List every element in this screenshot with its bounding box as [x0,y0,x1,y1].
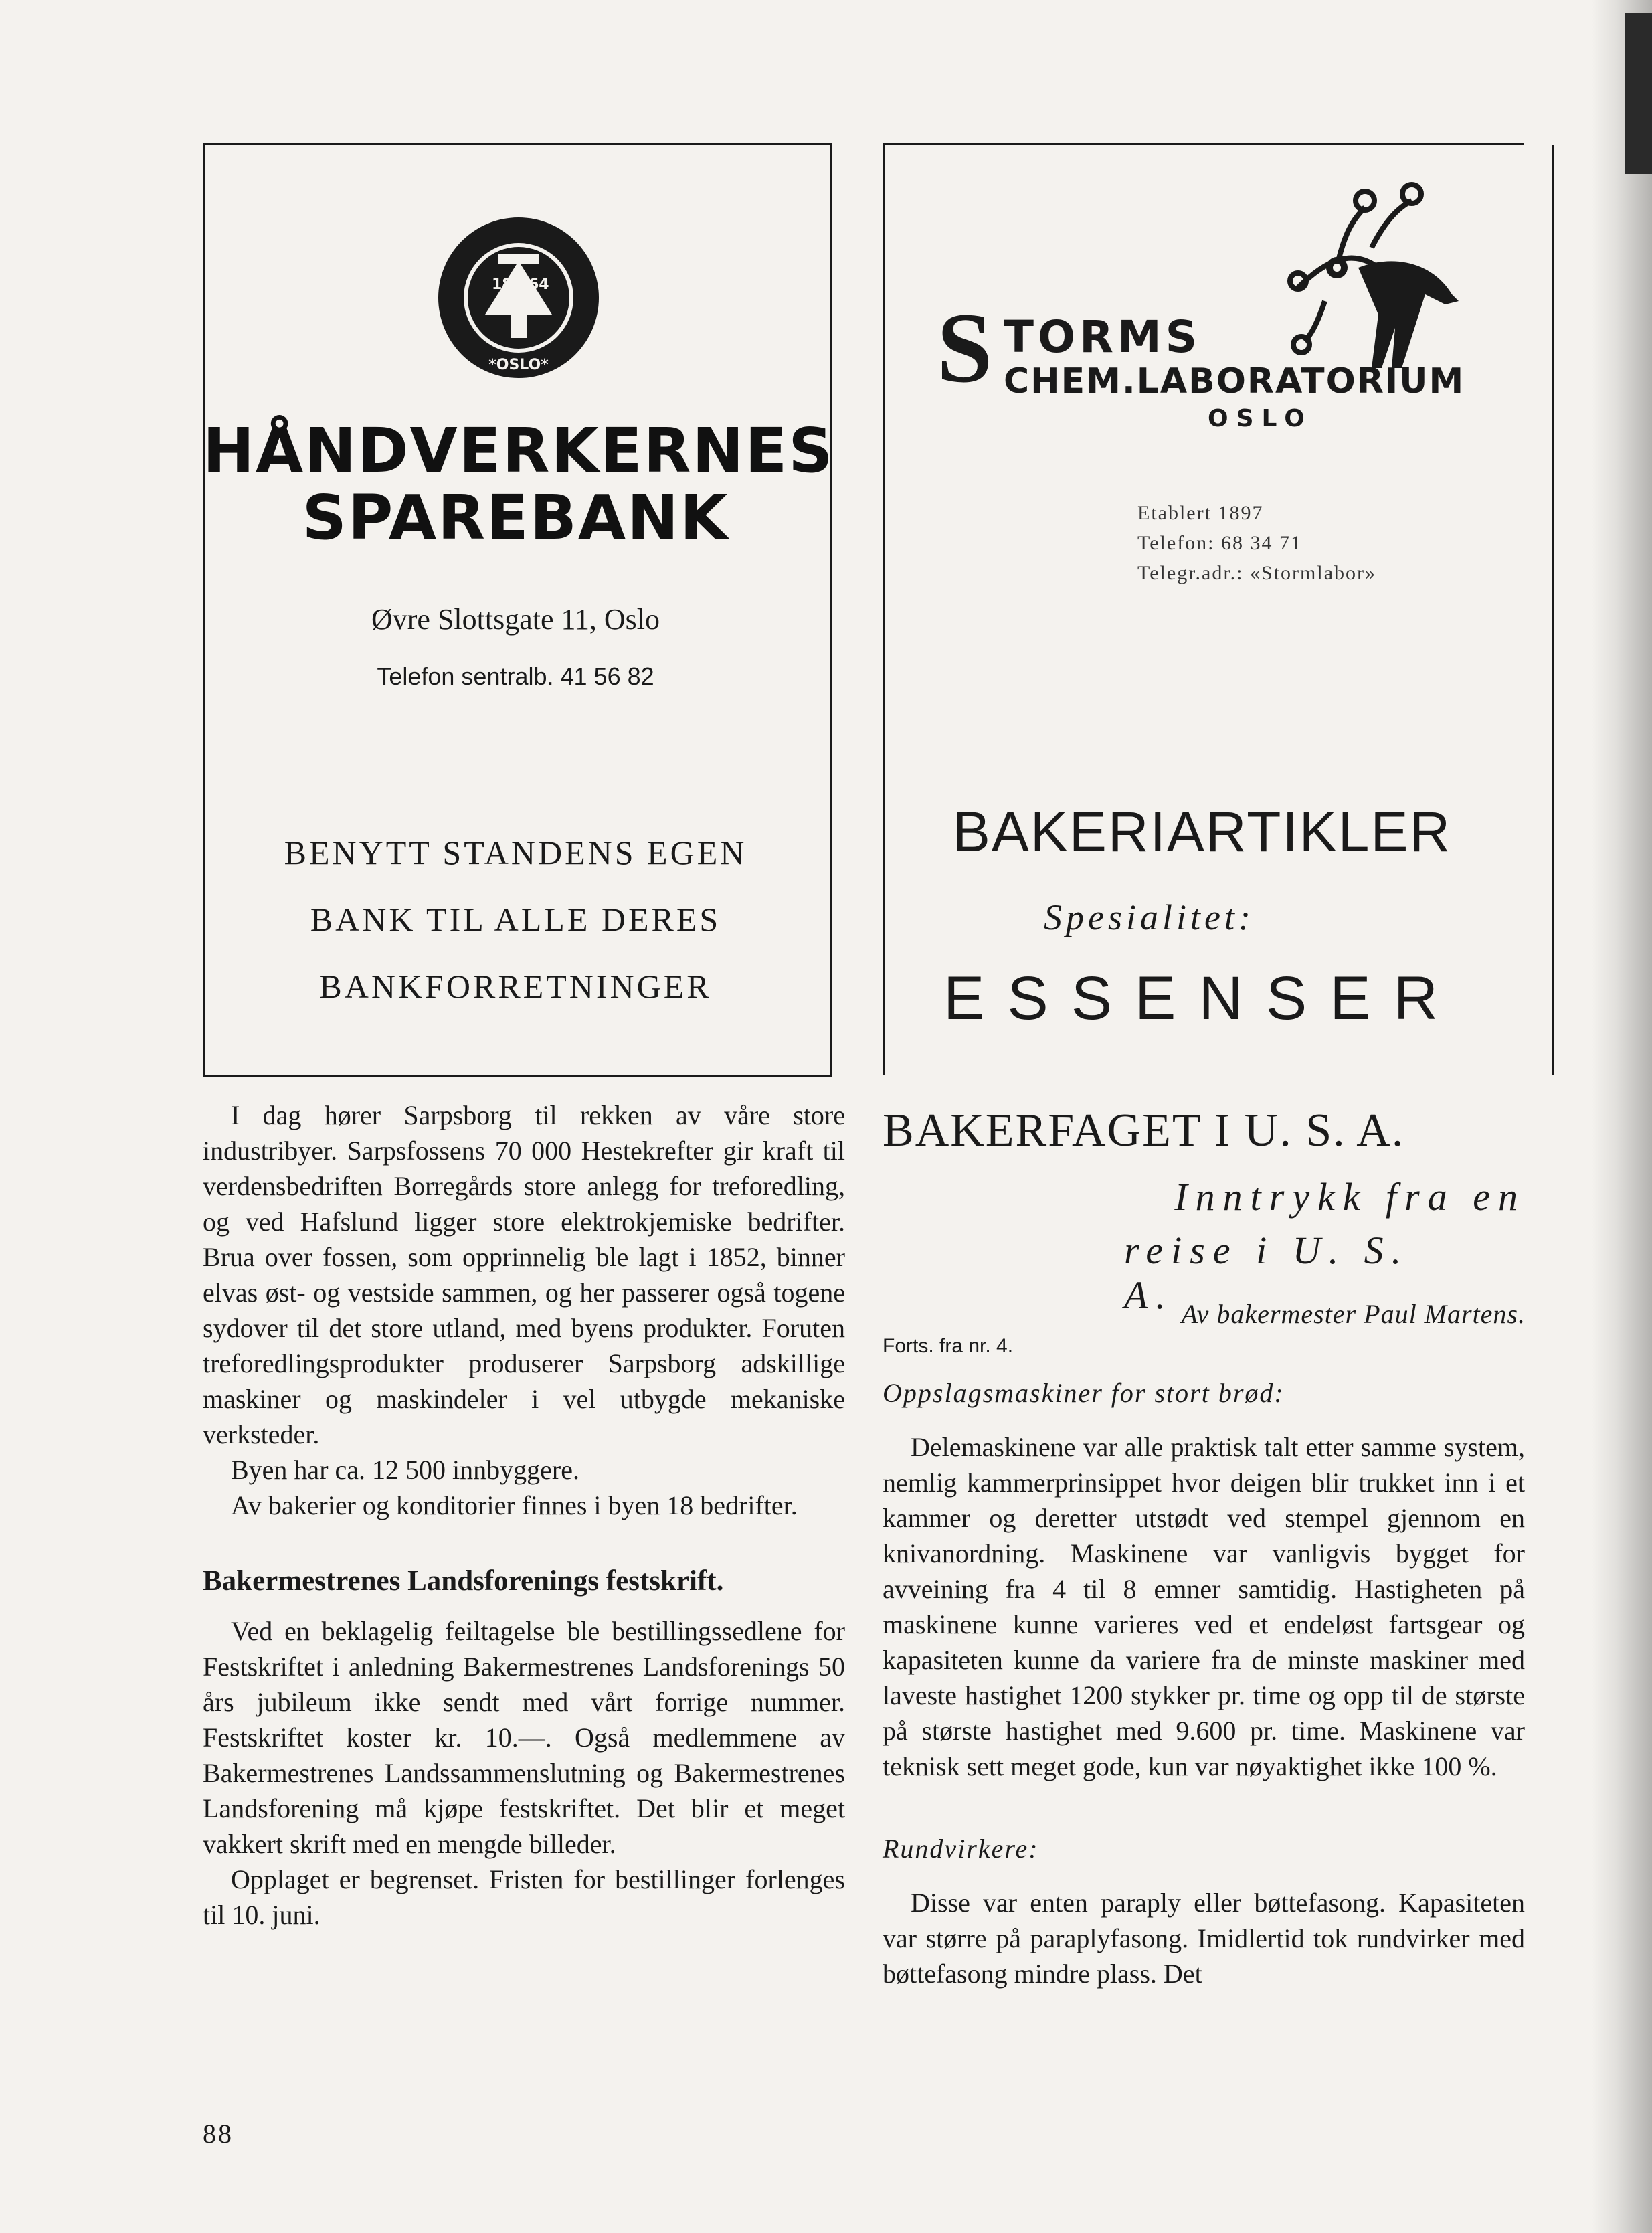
article-byline: Av bakermester Paul Martens. [1181,1299,1526,1329]
storms-phone: Telefon: 68 34 71 [1137,532,1303,554]
population-paragraph: Byen har ca. 12 500 innbyggere. [231,1455,579,1485]
storms-logo-initial: S [937,292,993,404]
storms-logo-lab: CHEM.LABORATORIUM [1004,361,1465,401]
bank-address: Øvre Slottsgate 11, Oslo [371,603,660,636]
article-title: BAKERFAGET I U. S. A. [883,1105,1405,1156]
bank-slogan-line1: BENYTT STANDENS EGEN [284,834,747,871]
storms-logo-city: OSLO [1208,405,1313,432]
festskrift-heading: Bakermestrenes Landsforenings festskrift. [203,1565,724,1597]
bank-name-line1: HÅNDVERKERNES [203,415,834,486]
page-number: 88 [203,2119,234,2149]
seal-year-right: 64 [529,276,549,293]
right-article-column [883,1375,1525,1991]
specialty-label: Spesialitet: [1044,897,1255,937]
bank-seal-logo [435,214,602,381]
storms-logo-word: TORMS [1004,311,1202,363]
bank-slogan-line2: BANK TIL ALLE DERES [310,901,721,938]
rounders-paragraph: Disse var enten paraply eller bøttefasong. Kapasiteten var større på paraplyfasong. Imidlertid tok rundvirker med bøttefasong mindre plass. Det [883,1888,1525,1989]
ad-right-border [1552,145,1554,1075]
continued-note: Forts. fra nr. 4. [883,1335,1014,1357]
left-article-column [203,1097,845,1933]
article-subtitle-line2: reise i U. S. A. [1124,1229,1410,1317]
festskrift-paragraph: Ved en beklagelig feiltagelse ble bestillingssedlene for Festskriftet i anledning Bakermestrenes Landsforenings 50 års jubileum ikke sendt med vårt forrige nummer. Festskriftet koster kr. 10.—. Også medlemmene av Bakermestrenes Landssammenslutning og Bakermestrenes Landsforening må kjøpe festskriftet. Det blir et meget vakkert skrift med en mengde billeder. [203,1616,845,1859]
storms-telegram: Telegr.adr.: «Stormlabor» [1137,562,1377,584]
deadline-paragraph: Opplaget er begrenset. Fristen for bestillinger forlenges til 10. juni. [203,1864,845,1930]
page-edge-corner [1625,13,1652,174]
bakery-items-title: BAKERIARTIKLER [952,800,1452,863]
bank-phone: Telefon sentralb. 41 56 82 [377,662,654,690]
storms-established: Etablert 1897 [1137,502,1264,524]
page-edge-shadow [1592,0,1652,2233]
subhead-dividing-machines: Oppslagsmaskiner for stort brød: [883,1378,1285,1408]
bank-name-line2: SPAREBANK [302,482,729,553]
sarpsborg-paragraph: I dag hører Sarpsborg til rekken av våre store industribyer. Sarpsfossens 70 000 Hestekrefter gir kraft til verdensbedriften Borregårds store anlegg for treforedling, og ved Hafslund ligger store elektrokjemiske bedrifter. Brua over fossen, som opprinnelig ble lagt i 1852, binner elvas øst- og vestside sammen, og her passerer også togene sydover til det store utland, med byens produkter. Foruten treforedlingsprodukter produserer Sarpsborg adskillige maskiner og maskindeler i vel utbygde mekaniske verksteder. [203,1100,845,1449]
bakeries-paragraph: Av bakerier og konditorier finnes i byen 18 bedrifter. [231,1490,798,1520]
subhead-rounders: Rundvirkere: [883,1834,1039,1864]
bank-slogan-line3: BANKFORRETNINGER [319,968,712,1005]
seal-year-left: 18 [492,276,513,293]
specialty-essences: ESSENSER [943,964,1461,1033]
dividing-machines-paragraph: Delemaskinene var alle praktisk talt etter samme system, nemlig kammerprinsippet hvor deigen blir trukket inn i et kammer og deretter utstødt ved stempel gjennom en knivanordning. Maskinene var vanligvis bygget for avveining fra 4 til 8 emner samtidig. Hastigheten på maskinene kunne varieres ved et endeløst fartsgear og kapasiteten kunne da variere fra de minste maskiner med laveste hastighet 1200 stykker pr. time og opp til de største på største hastighet med 9.600 pr. time. Maskinene var teknisk sett meget gode, kun var nøyaktighet ikke 100 %. [883,1432,1525,1781]
storms-decorative-figure-icon [1258,167,1472,388]
article-subtitle-line1: Inntrykk fra en [1174,1175,1526,1219]
seal-city: *OSLO* [488,357,549,373]
